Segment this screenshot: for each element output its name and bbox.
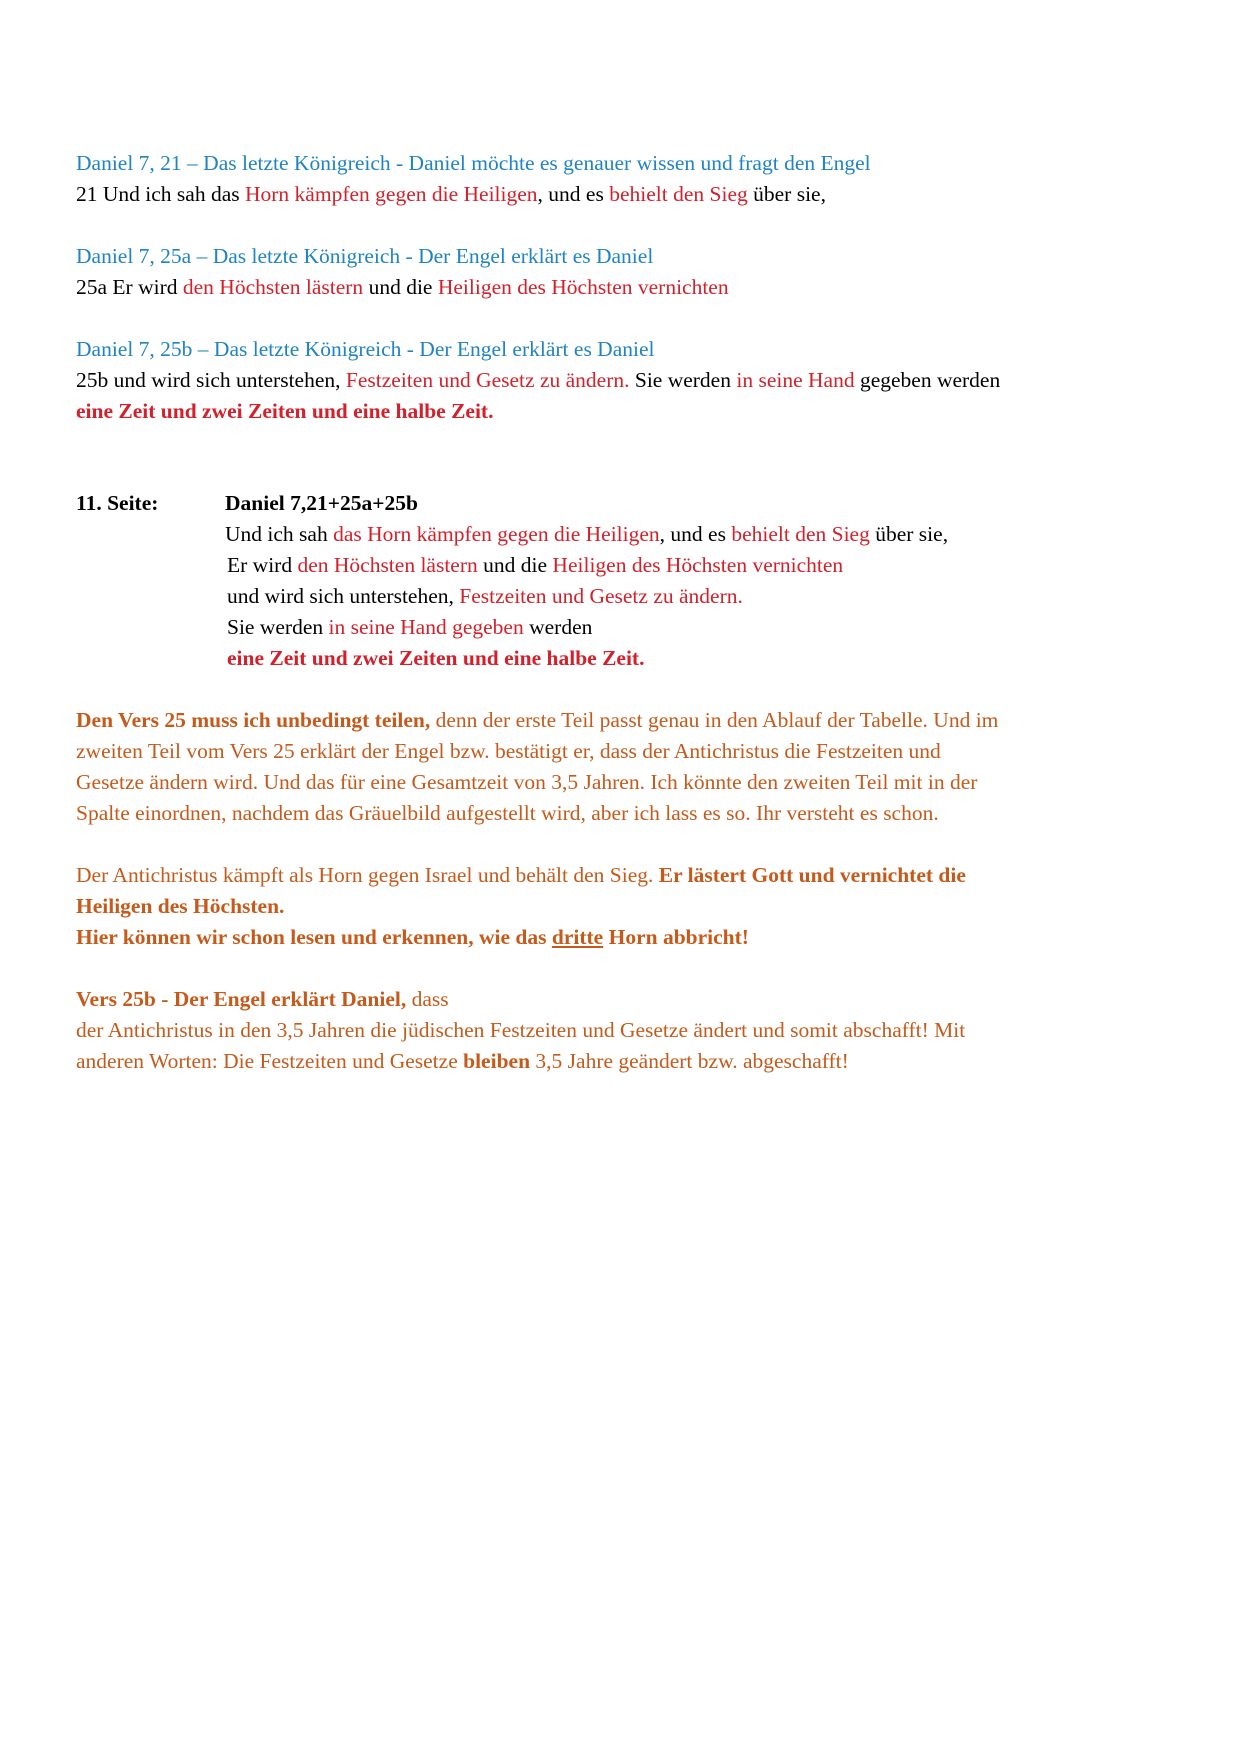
verse-highlight: den Höchsten lästern [297, 553, 478, 577]
verse-highlight: behielt den Sieg [609, 182, 748, 206]
verse-text: 21 Und ich sah das [76, 182, 245, 206]
commentary-bold: Er lästert Gott und vernichtet die [658, 863, 966, 887]
verse-text: 25a Er wird [76, 275, 183, 299]
commentary-bold: Vers 25b - Der Engel erklärt Daniel, [76, 987, 407, 1011]
page-block-line-4 [227, 610, 592, 644]
verse-text: gegeben werden [854, 368, 1001, 392]
verse-text: Und ich sah [225, 522, 334, 546]
section-heading-1: Daniel 7, 21 – Das letzte Königreich - Daniel möchte es genauer wissen und fragt den Engel [76, 151, 871, 175]
page-label: 11. Seite: [76, 491, 159, 515]
verse-text: über sie, [747, 182, 826, 206]
commentary-bold: Den Vers 25 muss ich unbedingt teilen, [76, 708, 431, 732]
commentary-p4-line-3 [76, 1044, 849, 1078]
verse-highlight: behielt den Sieg [731, 522, 870, 546]
commentary-p2-line-2: Heiligen des Höchsten. [76, 894, 285, 918]
verse-text: und die [477, 553, 553, 577]
verse-highlight: Horn kämpfen gegen die Heiligen [245, 182, 538, 206]
verse-text: 25b und wird sich unterstehen, [76, 368, 346, 392]
verse-text: werden [523, 615, 593, 639]
commentary-p1-line-1 [76, 703, 998, 737]
verse-text: und die [363, 275, 438, 299]
verse-25b-time: eine Zeit und zwei Zeiten und eine halbe Zeit. [76, 399, 494, 423]
verse-highlight: Heiligen des Höchsten vernichten [437, 275, 729, 299]
page-block-line-2 [227, 548, 843, 582]
verse-text: und wird sich unterstehen, [227, 584, 460, 608]
verse-25a [76, 270, 729, 304]
commentary-text: dass [406, 987, 449, 1011]
commentary-p1-line-3: Gesetze ändern wird. Und das für eine Gesamtzeit von 3,5 Jahren. Ich könnte den zweiten Teil mit in der [76, 770, 978, 794]
commentary-text: denn der erste Teil passt genau in den Ablauf der Tabelle. Und im [430, 708, 999, 732]
section-heading-3: Daniel 7, 25b – Das letzte Königreich - Der Engel erklärt es Daniel [76, 337, 655, 361]
commentary-text: Hier können wir schon lesen und erkennen, wie das [76, 925, 552, 949]
verse-text: Sie werden [227, 615, 329, 639]
verse-text: , und es [659, 522, 732, 546]
commentary-text: anderen Worten: Die Festzeiten und Gesetze [76, 1049, 464, 1073]
commentary-p4-line-1 [76, 982, 449, 1016]
verse-21 [76, 177, 826, 211]
page-block-line-5: eine Zeit und zwei Zeiten und eine halbe Zeit. [227, 646, 645, 670]
verse-text: Sie werden [629, 368, 737, 392]
commentary-p3 [76, 920, 749, 954]
verse-text: , und es [537, 182, 610, 206]
page-block-title: Daniel 7,21+25a+25b [225, 491, 418, 515]
verse-highlight: Heiligen des Höchsten vernichten [552, 553, 844, 577]
verse-highlight: Festzeiten und Gesetz zu ändern. [345, 368, 630, 392]
commentary-p1-line-2: zweiten Teil vom Vers 25 erklärt der Engel bzw. bestätigt er, dass der Antichristus die Festzeiten und [76, 739, 941, 763]
verse-highlight: in seine Hand gegeben [328, 615, 524, 639]
verse-text: Er wird [227, 553, 298, 577]
verse-highlight: Festzeiten und Gesetz zu ändern. [459, 584, 743, 608]
commentary-p2-line-1 [76, 858, 966, 892]
commentary-text: Der Antichristus kämpft als Horn gegen Israel und behält den Sieg. [76, 863, 659, 887]
commentary-bold: bleiben [463, 1049, 531, 1073]
section-heading-2: Daniel 7, 25a – Das letzte Königreich - Der Engel erklärt es Daniel [76, 244, 654, 268]
verse-25b [76, 363, 1000, 397]
verse-highlight: das Horn kämpfen gegen die Heiligen [333, 522, 660, 546]
commentary-p4-line-2: der Antichristus in den 3,5 Jahren die jüdischen Festzeiten und Gesetze ändert und somit abschafft! Mit [76, 1018, 966, 1042]
commentary-p1-line-4: Spalte einordnen, nachdem das Gräuelbild aufgestellt wird, aber ich lass es so. Ihr versteht es schon. [76, 801, 939, 825]
page-block-line-1 [225, 517, 948, 551]
verse-text: über sie, [869, 522, 949, 546]
commentary-text: 3,5 Jahre geändert bzw. abgeschafft! [530, 1049, 849, 1073]
underlined-word: dritte [551, 925, 604, 949]
commentary-text: Horn abbricht! [603, 925, 749, 949]
verse-highlight: den Höchsten lästern [182, 275, 364, 299]
verse-highlight: in seine Hand [736, 368, 855, 392]
page-block-line-3 [227, 579, 743, 613]
